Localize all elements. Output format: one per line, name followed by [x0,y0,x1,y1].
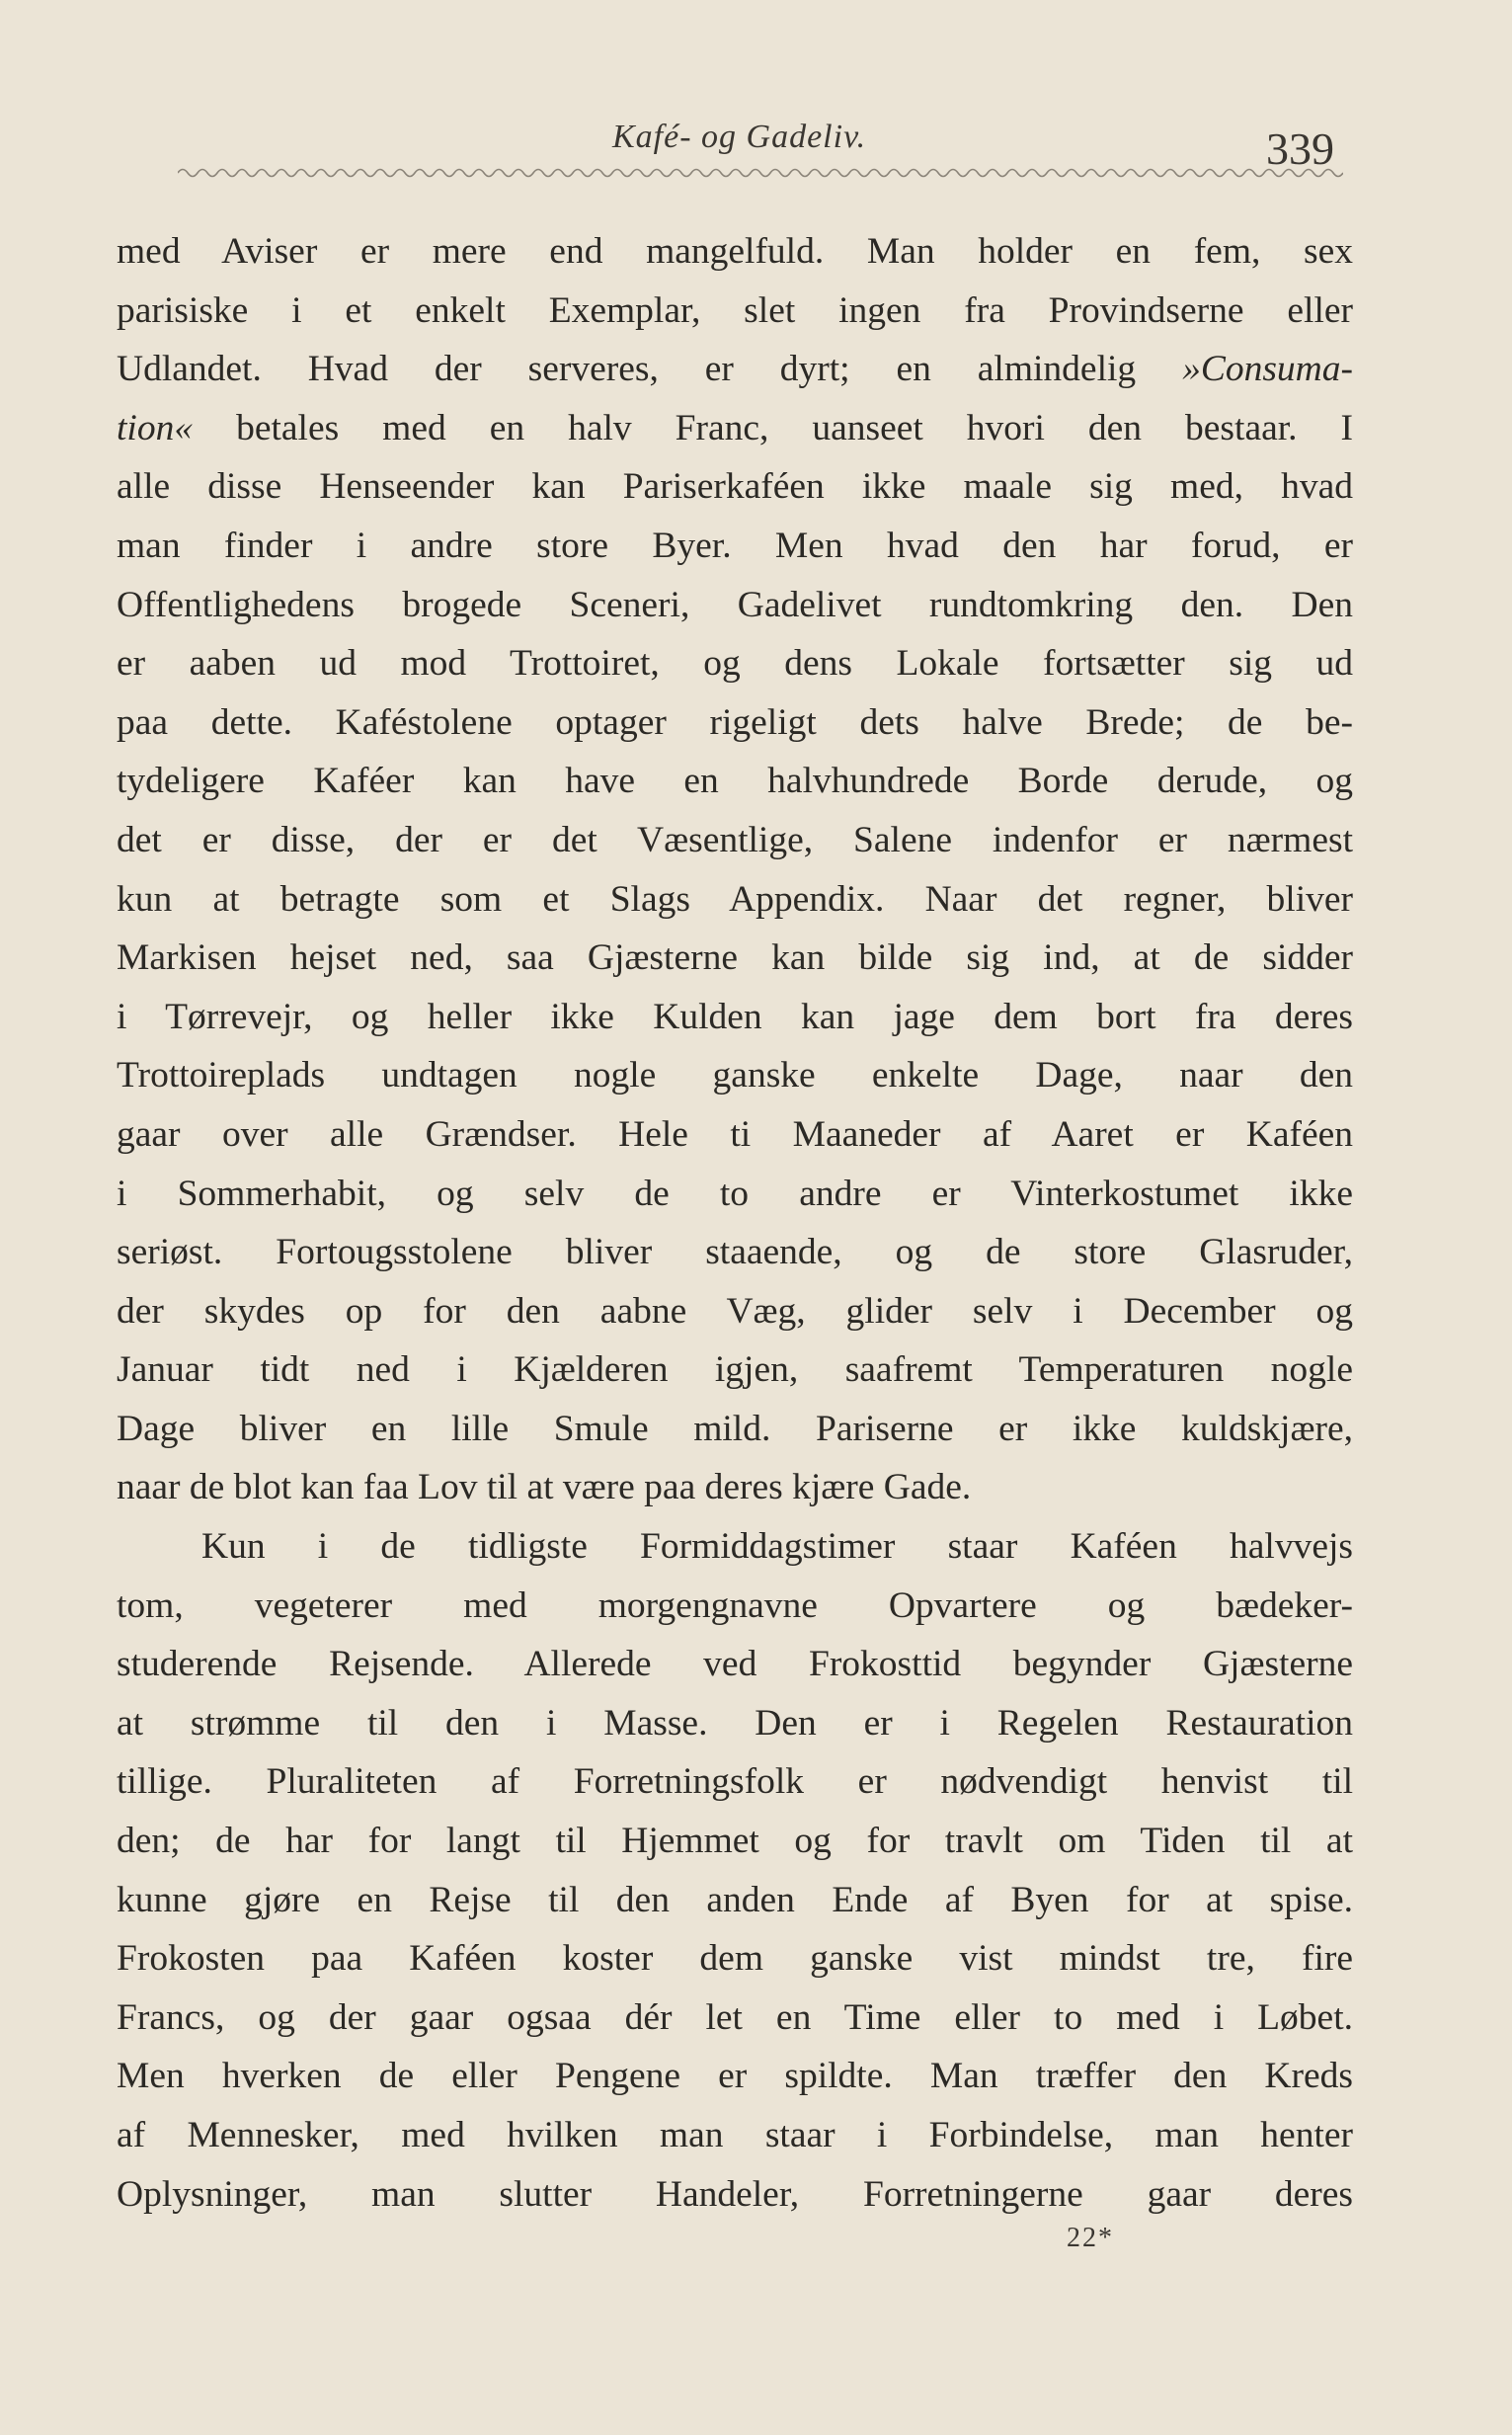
text-line: Kun i de tidligste Formiddagstimer staar Kaféen halvvejs [201,1526,1353,1568]
body-text [117,222,1353,2224]
text-line: Frokosten paa Kaféen koster dem ganske vist mindst tre, fire [117,1938,1353,1980]
italic-term: »Consuma- [1182,349,1353,390]
text-line: Francs, og der gaar ogsaa dér let en Time eller to med i Løbet. [117,1996,1353,2038]
text-line: paa dette. Kaféstolene optager rigeligt dets halve Brede; de be- [117,701,1353,743]
text-line: Offentlighedens brogede Sceneri, Gadelivet rundtomkring den. Den [117,584,1353,625]
text-line: i Tørrevejr, og heller ikke Kulden kan jage dem bort fra deres [117,996,1353,1037]
text-line: alle disse Henseender kan Pariserkaféen ikke maale sig med, hvad [117,466,1353,508]
text-line: tillige. Pluraliteten af Forretningsfolk er nødvendigt henvist til [117,1761,1353,1803]
text-line: Oplysninger, man slutter Handeler, Forretningerne gaar deres [117,2173,1353,2215]
ornamental-rule [178,166,1343,180]
text-line: man finder i andre store Byer. Men hvad den har forud, er [117,525,1353,566]
text-line: kun at betragte som et Slags Appendix. Naar det regner, bliver [117,878,1353,920]
text-line: Trottoireplads undtagen nogle ganske enkelte Dage, naar den [117,1055,1353,1096]
text-line: seriøst. Fortougsstolene bliver staaende, og de store Glasruder, [117,1232,1353,1273]
text-line: er aaben ud mod Trottoiret, og dens Lokale fortsætter sig ud [117,643,1353,685]
text-line: at strømme til den i Masse. Den er i Regelen Restauration [117,1702,1353,1744]
text-line: Januar tidt ned i Kjælderen igjen, saafremt Temperaturen nogle [117,1349,1353,1391]
signature-mark: 22* [1067,2223,1114,2253]
text-line: Dage bliver en lille Smule mild. Pariserne er ikke kuldskjære, [117,1408,1353,1449]
italic-term: tion« [117,407,194,448]
text-line: Markisen hejset ned, saa Gjæsterne kan bilde sig ind, at de sidder [117,937,1353,979]
text-line: naar de blot kan faa Lov til at være paa deres kjære Gade. [117,1467,972,1508]
text-line: det er disse, der er det Væsentlige, Salene indenfor er nærmest [117,819,1353,860]
text-line: Men hverken de eller Pengene er spildte. Man træffer den Kreds [117,2056,1353,2097]
text-line: den; de har for langt til Hjemmet og for travlt om Tiden til at [117,1821,1353,1862]
text-line: der skydes op for den aabne Væg, glider selv i December og [117,1290,1353,1332]
text-line: studerende Rejsende. Allerede ved Frokosttid begynder Gjæsterne [117,1644,1353,1685]
text-line: med Aviser er mere end mangelfuld. Man holder en fem, sex [117,231,1353,272]
text-line: i Sommerhabit, og selv de to andre er Vinterkostumet ikke [117,1173,1353,1214]
text-line: gaar over alle Grændser. Hele ti Maaneder af Aaret er Kaféen [117,1113,1353,1155]
running-title: Kafé- og Gadeliv. [612,119,867,155]
text-segment: Udlandet. Hvad der serveres, er dyrt; en almindelig [117,349,1137,390]
text-line-with-italic [117,399,1353,458]
page-number: 339 [1266,123,1334,174]
text-line: parisiske i et enkelt Exemplar, slet ingen fra Provindserne eller [117,289,1353,331]
text-line: af Mennesker, med hvilken man staar i Forbindelse, man henter [117,2115,1353,2155]
text-line: tom, vegeterer med morgengnavne Opvartere og bædeker- [117,1584,1353,1626]
text-line: kunne gjøre en Rejse til den anden Ende af Byen for at spise. [117,1879,1353,1920]
text-segment: betales med en halv Franc, uanseet hvori den bestaar. I [236,407,1353,448]
text-line-with-italic [117,340,1353,399]
text-line: tydeligere Kaféer kan have en halvhundrede Borde derude, og [117,761,1353,802]
